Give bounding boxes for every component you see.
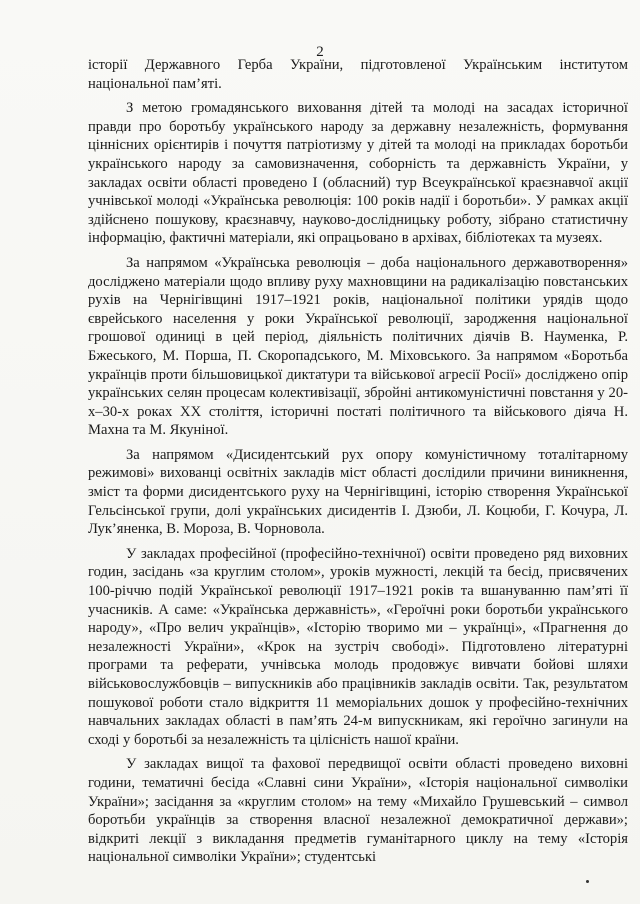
paragraph-3: За напрямом «Українська революція – доба національного державотворення» досліджено матеріали щодо впливу руху махновщини на радикалізацію повстанських рухів на Чернігівщині 1917–1921 років, національної політики урядів щодо єврейського населення у роки Української революції, зародження національної грошової одиниці в цей період, діяльність політичних діячів В. Науменка, Р. Бжеського, М. Порша, П. Скоропадського, М. Міховського. За напрямом «Боротьба українців проти більшовицької диктатури та військової агресії Росії» досліджено опір українських селян процесам колективізації, збройні антикомуністичні повстання у 20-х–30-х роках ХХ століття, історичні постаті політичного та військового діяча Н. Махна та М. Якуніної. bbox=[88, 254, 628, 439]
paragraph-4: За напрямом «Дисидентський рух опору комуністичному тоталітарному режимові» вихованці освітніх закладів міст області дослідили причини виникнення, зміст та форми дисидентського руху на Чернігівщині, історію створення Української Гельсінської групи, долі українських дисидентів І. Дзюби, Л. Коцюби, Г. Кочура, Л. Лук’яненка, В. Мороза, В. Чорновола. bbox=[88, 446, 628, 538]
paragraph-6: У закладах вищої та фахової передвищої освіти області проведено виховні години, тематичні бесіда «Славні сини України», «Історія національної символіки України»; засідання за «круглим столом» на тему «Михайло Грушевський – символ боротьби українців за створення власної незалежної демократичної держави»; відкриті лекції з викладання предметів гуманітарного циклу на тему «Історія національної символіки України»; студентські bbox=[88, 756, 628, 866]
document-body bbox=[88, 56, 628, 873]
paragraph-1: історії Державного Герба України, підготовленої Українським інститутом національної пам’яті. bbox=[88, 57, 628, 92]
scan-speck bbox=[586, 880, 589, 883]
page-number: 2 bbox=[316, 44, 324, 60]
paragraph-2: З метою громадянського виховання дітей та молоді на засадах історичної правди про боротьбу українського народу за державну незалежність, формування ціннісних орієнтирів і почуття патріотизму у дітей та молоді на прикладах боротьби українського народу за самовизначення, соборність та державність України, у закладах освіти області проведено І (обласний) тур Всеукраїнської краєзнавчої акції учнівської молоді «Українська революція: 100 років надії і боротьби». У рамках акції здійснено пошукову, краєзнавчу, науково-дослідницьку роботу, зібрано статистичну інформацію, фактичні матеріали, які опрацьовано в архівах, бібліотеках та музеях. bbox=[88, 100, 628, 247]
paragraph-5: У закладах професійної (професійно-технічної) освіти проведено ряд виховних годин, засідань «за круглим столом», уроків мужності, лекцій та бесід, присвячених 100-річчю подій Української революції 1917–1921 років та вшануванню пам’яті її учасників. А саме: «Українська державність», «Героїчні роки боротьби українського народу», «Про велич українців», «Історію творимо ми – українці», «Прагнення до незалежності України», «Крок на зустріч свободі». Підготовлено літературні програми та реферати, учнівська молодь продовжує вивчати бойові шляхи військовослужбовців – випускників або працівників закладів освіти. Так, результатом пошукової роботи стало відкриття 11 меморіальних дошок у професійно-технічних навчальних закладах області в пам’ять 24-м випускникам, які героїчно загинули на сході у боротьбі за незалежність та цілісність нашої країни. bbox=[88, 545, 628, 748]
